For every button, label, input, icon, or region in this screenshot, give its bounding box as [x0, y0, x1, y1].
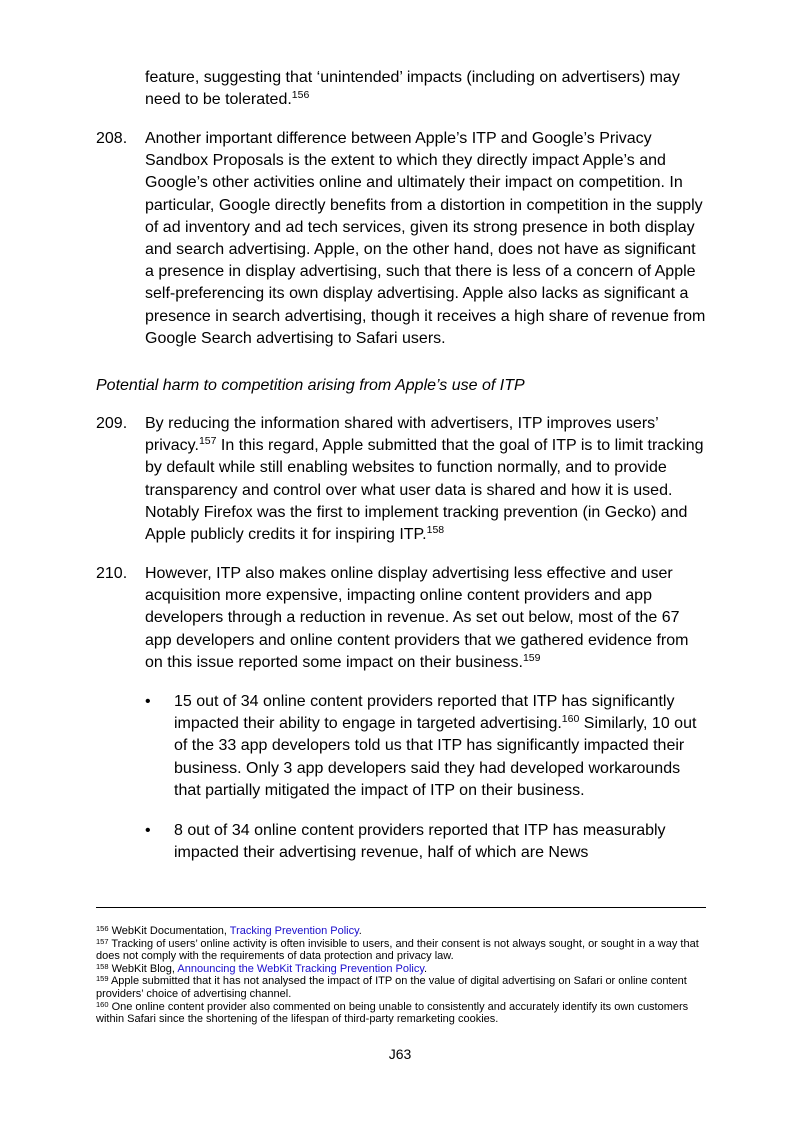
footnote-ref-160[interactable]: 160 [561, 713, 580, 726]
footnote-link[interactable]: Announcing the WebKit Tracking Prevention Policy [177, 962, 425, 975]
paragraph-209 [96, 413, 706, 546]
paragraph-text: However, ITP also makes online display advertising less effective and user acquisition more expensive, impacting online content providers and app developers through a reduction in revenue. As set out below, most of the 67 app developers and online content providers that we gathered evidence from on this issue reported some impact on their business.$^{159}$ [145, 565, 689, 671]
paragraph-number: 208. [96, 130, 128, 147]
bullet-text: 15 out of 34 online content providers reported that ITP has significantly impacted their ability to engage in targeted advertising.$^{160}$ Similarly, 10 out of the 33 app developers told us that ITP has significantly impacted their business. Only 3 app developers said they had developed workarounds that partially mitigated the impact of ITP on their business. [174, 693, 697, 799]
paragraph-number: 210. [96, 565, 128, 582]
footnote-158: $^{158}$ WebKit Blog, Announcing the WebKit Tracking Prevention Policy. [96, 961, 428, 975]
footnote-ref-157[interactable]: 157 [198, 435, 217, 448]
page-number: J63 [388, 1046, 412, 1062]
paragraph-text: By reducing the information shared with advertisers, ITP improves users’ privacy.$^{157}$ In this regard, Apple submitted that the goal of ITP is to limit tracking by default while still enabling websites to function normally, and to provide transparency and control over what user data is shared and how it is used. Notably Firefox was the first to implement tracking prevention (in Gecko) and Apple publicly credits it for inspiring ITP.$^{158}$ [145, 415, 704, 544]
paragraph-210 [96, 563, 706, 674]
footnote-156: $^{156}$ WebKit Documentation, Tracking Prevention Policy. [96, 924, 362, 937]
continued-paragraph [145, 67, 705, 111]
bullet-marker: • [145, 822, 151, 839]
section-heading: Potential harm to competition arising from Apple’s use of ITP [96, 377, 525, 394]
footnote-divider [96, 907, 706, 908]
bullet-text: 8 out of 34 online content providers reported that ITP has measurably impacted their advertising revenue, half of which are News [174, 822, 666, 862]
footnote-160: $^{160}$ One online content provider also commented on being unable to consistently and accurately identify its own customers within Safari since the shortening of the lifespan of third-party remarketing cookies. [96, 999, 689, 1026]
footnote-157: $^{157}$ Tracking of users’ online activity is often invisible to users, and their consent is not always sought, or sought in a way that does not comply with the requirements of data protection and privacy law. [96, 936, 699, 963]
continued-text: feature, suggesting that ‘unintended’ impacts (including on advertisers) may need to be tolerated. [145, 69, 680, 109]
footnote-ref-158[interactable]: 158 [426, 524, 445, 537]
footnotes [96, 925, 708, 1026]
footnote-link[interactable]: Tracking Prevention Policy [229, 925, 359, 937]
bullet-item [145, 691, 705, 802]
paragraph-text: Another important difference between Apple’s ITP and Google’s Privacy Sandbox Proposals is the extent to which they directly impact Apple’s and Google’s other activities online and ultimately their impact on competition. In particular, Google directly benefits from a distortion in competition in the supply of ad inventory and ad tech services, given its strong presence in both display and search advertising. Apple, on the other hand, does not have as significant a presence in display advertising, such that there is less of a concern of Apple self-preferencing its own display advertising. Apple also lacks as significant a presence in search advertising, though it receives a high share of revenue from Google Search advertising to Safari users. [145, 130, 706, 347]
paragraph-208 [96, 128, 706, 350]
footnote-ref-159[interactable]: 159 [522, 651, 541, 664]
bullet-item [145, 820, 705, 864]
footnote-ref-156[interactable]: 156 [291, 89, 310, 102]
paragraph-number: 209. [96, 415, 128, 432]
bullet-marker: • [145, 693, 151, 710]
footnote-159: $^{159}$ Apple submitted that it has not analysed the impact of ITP on the value of digital advertising on Safari or online content providers’ choice of advertising channel. [96, 974, 687, 1000]
